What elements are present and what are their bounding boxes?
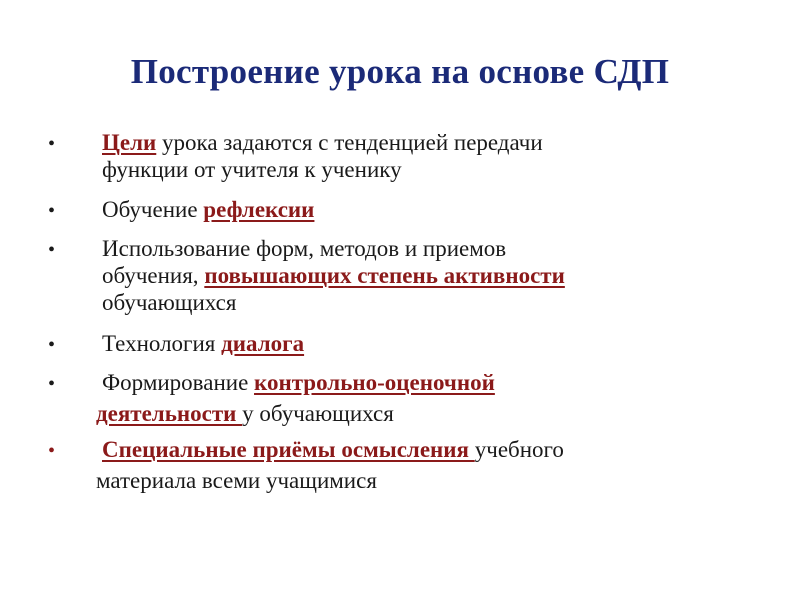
item-text: у обучающихся: [242, 401, 394, 426]
item-text: Обучение: [102, 197, 204, 222]
item-text-continued: [102, 263, 565, 289]
slide-title: Построение урока на основе СДП: [130, 52, 670, 91]
bullet-marker: •: [48, 133, 56, 155]
item-text: учебного: [474, 437, 564, 462]
item-text-continued: обучающихся: [102, 290, 237, 315]
highlight-term: диалога: [221, 331, 305, 356]
highlight-term: Цели: [102, 130, 157, 155]
highlight-term: повышающих степень активности: [204, 263, 565, 288]
highlight-term: контрольно-оценочной: [254, 370, 495, 395]
list-item-methods: Использование форм, методов и приемов: [102, 236, 507, 261]
highlight-term: Специальные приёмы осмысления: [102, 437, 475, 462]
list-item-reflection: [102, 197, 314, 223]
item-text: урока задаются с тенденцией передачи: [156, 130, 543, 155]
item-text-continued: функции от учителя к ученику: [102, 157, 402, 182]
item-text-continued: [96, 401, 394, 427]
item-text-continued: материала всеми учащимися: [96, 468, 377, 493]
list-item-dialogue: [102, 331, 304, 357]
list-item-assessment: [102, 370, 495, 396]
item-text: обучения,: [102, 263, 205, 288]
list-item-comprehension: [102, 437, 564, 463]
bullet-marker: •: [48, 200, 56, 222]
bullet-marker: •: [48, 440, 56, 462]
bullet-marker: •: [48, 334, 56, 356]
bullet-marker: •: [48, 373, 56, 395]
item-text: Технология: [102, 331, 222, 356]
item-text: Формирование: [102, 370, 255, 395]
highlight-term: деятельности: [96, 401, 243, 426]
list-item-goals: [102, 130, 543, 156]
highlight-term: рефлексии: [203, 197, 315, 222]
bullet-marker: •: [48, 239, 56, 261]
